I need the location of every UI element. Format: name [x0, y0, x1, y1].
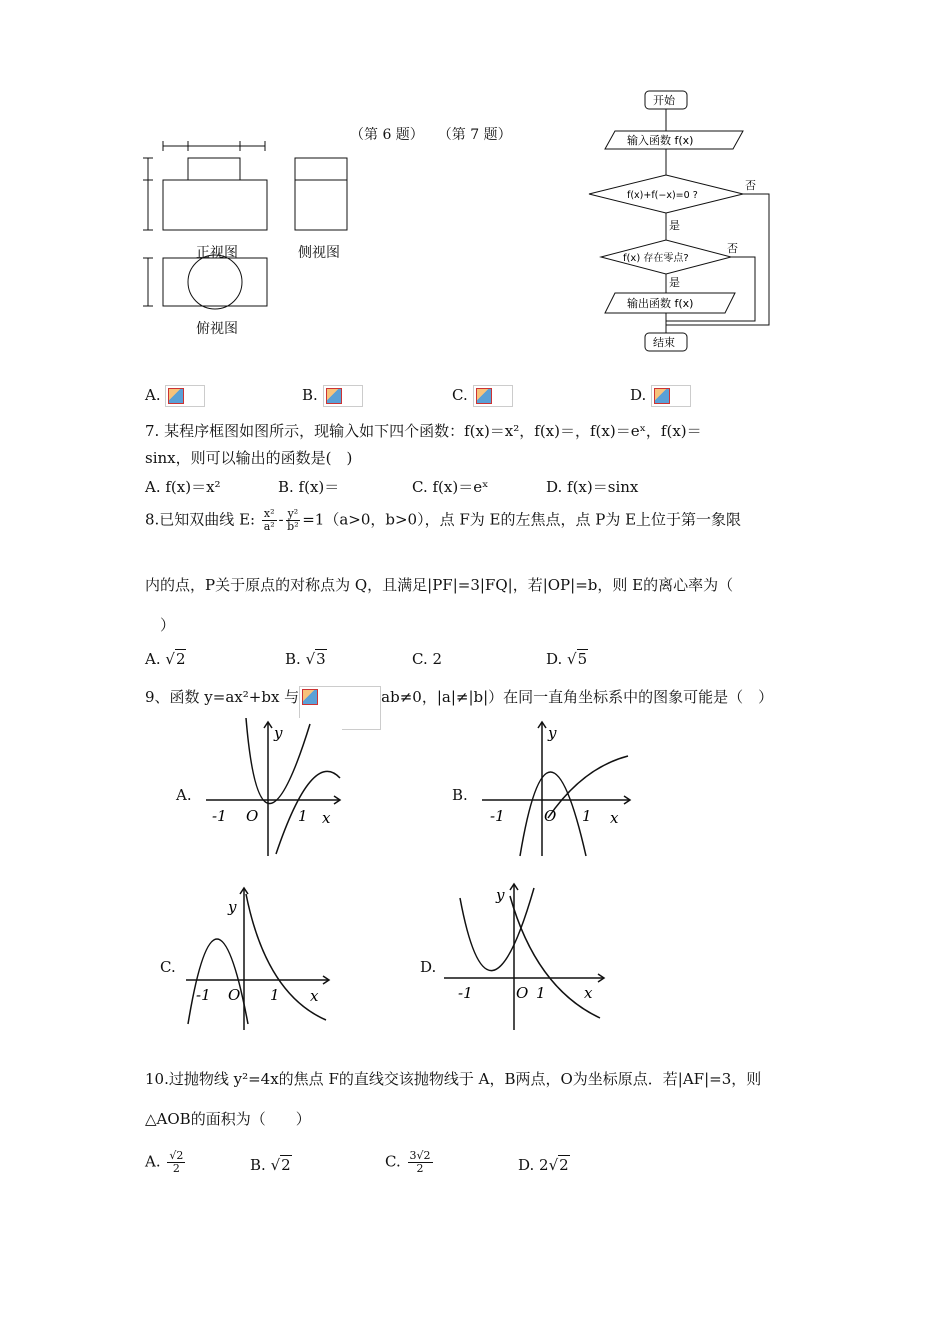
q7-option-d: D. f(x)＝sinx [546, 478, 639, 496]
q9-graph-a [202, 718, 342, 858]
svg-text:1: 1 [270, 986, 280, 1004]
q9-graph-d [444, 878, 606, 1032]
svg-text:O: O [516, 984, 529, 1002]
svg-text:x: x [310, 987, 319, 1005]
flowchart [585, 85, 785, 365]
q7-option-b: B. f(x)＝ [278, 478, 340, 496]
broken-image-icon [651, 385, 691, 407]
q9-graph-b [482, 718, 632, 858]
top-view-label: 俯视图 [196, 321, 238, 337]
svg-text:y: y [548, 724, 557, 742]
q7-option-c: C. f(x)＝eˣ [412, 478, 489, 496]
broken-image-icon [165, 385, 205, 407]
svg-text:x: x [584, 984, 593, 1002]
svg-text:y: y [274, 724, 283, 742]
q6-option-d: D. [630, 385, 691, 407]
q8-option-c: C. 2 [412, 650, 443, 668]
flow-yes-1: 是 [669, 219, 680, 232]
svg-text:-1: -1 [212, 807, 227, 825]
q8-option-a: A. √2 [145, 650, 186, 668]
svg-text:O: O [246, 807, 259, 825]
svg-text:1: 1 [536, 984, 546, 1002]
q8-option-b: B. √3 [285, 650, 326, 668]
three-view-drawing [140, 140, 370, 340]
svg-text:-1: -1 [196, 986, 211, 1004]
q8-line1: 8.已知双曲线 E: $\frac{\text{x²}}{\text{a²}}$ - $\frac{\text{y²}}{\text{b²}}$ =1（a>0，b>0），点 F为 E的左焦点，点 P为 E上位于第一象限 [145, 507, 742, 533]
flow-start: 开始 [653, 94, 675, 107]
figure-caption: （第 6 题） （第 7 题） [350, 127, 512, 143]
flow-yes-2: 是 [669, 276, 680, 289]
flow-no-1: 否 [745, 179, 756, 192]
svg-text:y: y [496, 886, 505, 904]
svg-text:1: 1 [582, 807, 592, 825]
q6-option-a: A. [145, 385, 205, 407]
flow-end: 结束 [653, 336, 675, 349]
broken-image-icon [323, 385, 363, 407]
svg-text:O: O [544, 807, 557, 825]
side-view-label: 侧视图 [298, 245, 340, 261]
q10-line2: △AOB的面积为（ ） [145, 1110, 311, 1128]
svg-text:x: x [322, 809, 331, 827]
q8-line3: ） [160, 616, 176, 634]
q7-line2: sinx，则可以输出的函数是( ) [145, 449, 353, 467]
svg-text:-1: -1 [458, 984, 473, 1002]
q8-line2: 内的点，P关于原点的对称点为 Q，且满足|PF|=3|FQ|，若|OP|=b，则 E的离心率为（ [145, 576, 734, 594]
q7-option-a: A. f(x)＝x² [145, 478, 221, 496]
q9-line: 9、函数 y=ax²+bx 与 ab≠0，|a|≠|b|）在同一直角坐标系中的图象可能是（ ） [145, 686, 773, 730]
flow-cond2: f(x) 存在零点? [623, 253, 689, 264]
svg-text:y: y [228, 898, 237, 916]
q10-option-a: A. $\frac{√2}{2}$ [145, 1149, 184, 1175]
q10-option-d: D. 2√2 [518, 1156, 569, 1174]
flow-output: 输出函数 f(x) [627, 297, 694, 310]
q9-option-d-label: D. [420, 958, 437, 976]
q10-line1: 10.过抛物线 y²=4x的焦点 F的直线交该抛物线于 A，B两点，O为坐标原点．若|AF|=3，则 [145, 1070, 762, 1088]
flow-cond1: f(x)+f(−x)=0 ? [627, 190, 698, 201]
q10-option-c: C. $\frac{3√2}{2}$ [385, 1149, 431, 1175]
broken-image-icon [473, 385, 513, 407]
q7-line1: 7. 某程序框图如图所示，现输入如下四个函数：f(x)＝x²，f(x)＝，f(x)＝eˣ，f(x)＝ [145, 422, 702, 440]
q9-option-c-label: C. [160, 958, 176, 976]
q10-option-b: B. √2 [250, 1156, 291, 1174]
svg-text:O: O [228, 986, 241, 1004]
svg-text:-1: -1 [490, 807, 505, 825]
q6-option-b: B. [302, 385, 363, 407]
q9-graph-c [186, 884, 331, 1032]
q8-option-d: D. √5 [546, 650, 588, 668]
svg-text:1: 1 [298, 807, 308, 825]
q9-option-a-label: A. [176, 786, 192, 804]
front-view-label: 正视图 [196, 245, 238, 261]
flow-input: 输入函数 f(x) [627, 134, 694, 147]
flow-no-2: 否 [727, 242, 738, 255]
q6-option-c: C. [452, 385, 513, 407]
svg-text:x: x [610, 809, 619, 827]
q9-option-b-label: B. [452, 786, 468, 804]
